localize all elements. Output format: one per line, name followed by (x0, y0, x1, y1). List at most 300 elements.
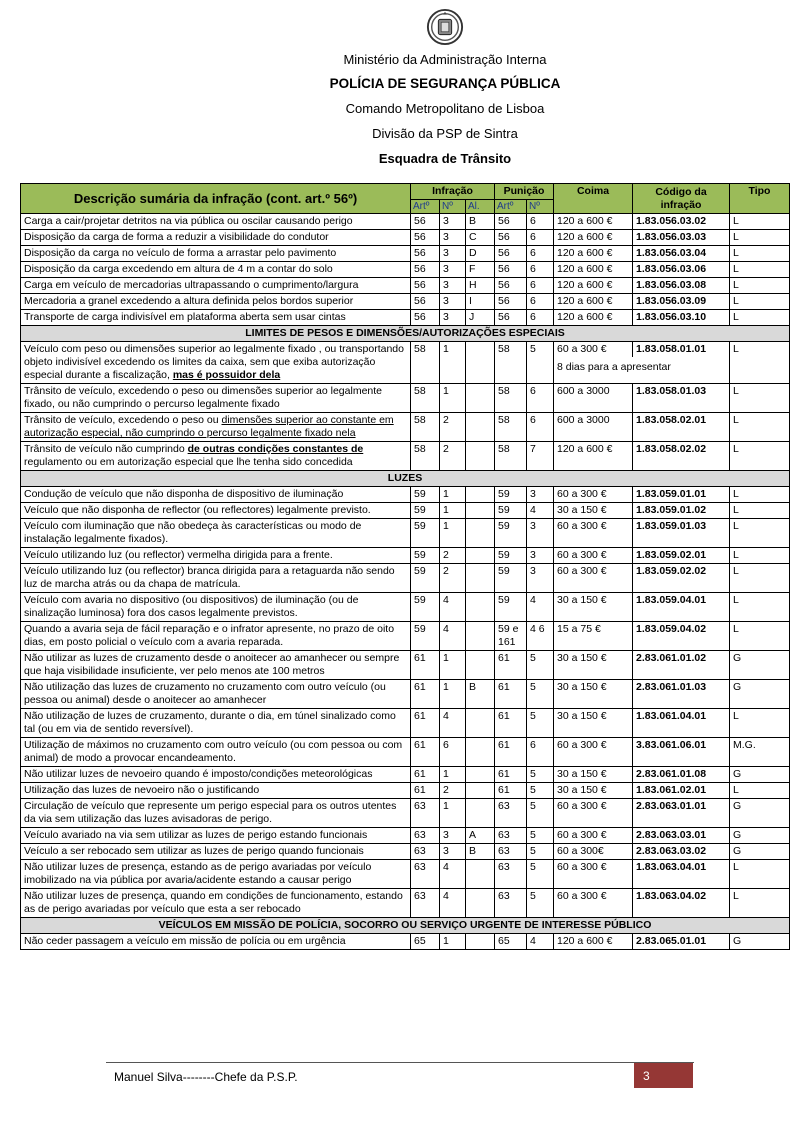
table-row (21, 413, 790, 442)
num-cell: 1 (440, 934, 466, 950)
tipo-cell: L (730, 548, 790, 564)
tipo-cell: L (730, 487, 790, 503)
command-name: Comando Metropolitano de Lisboa (345, 101, 545, 116)
desc-cell: Transporte de carga indivisível em plataforma aberta sem usar cintas (21, 310, 411, 326)
header-infracao: Infração (411, 184, 495, 200)
tipo-cell: G (730, 767, 790, 783)
table-row (21, 709, 790, 738)
art-cell: 56 (411, 278, 440, 294)
table-row (21, 844, 790, 860)
desc-cell: Carga em veículo de mercadorias ultrapassando o cumprimento/largura (21, 278, 411, 294)
code-cell: 1.83.059.02.01 (633, 548, 730, 564)
tipo-cell: L (730, 622, 790, 651)
art-cell: 58 (411, 413, 440, 442)
pun-art-cell: 58 (495, 384, 527, 413)
coat-of-arms-icon (426, 8, 464, 46)
pun-num-cell: 6 (527, 278, 554, 294)
desc-cell: Trânsito de veículo não cumprindo de outras condições constantes de regulamento ou em autorização especial que lhe tenha sido concedida (21, 442, 411, 471)
num-cell: 4 (440, 889, 466, 918)
art-cell: 56 (411, 214, 440, 230)
desc-cell: Trânsito de veículo, excedendo o peso ou dimensões superior ao legalmente fixado, ou não cumprindo o percurso legalmente fixado (21, 384, 411, 413)
code-cell: 1.83.059.04.02 (633, 622, 730, 651)
pun-num-cell: 5 (527, 651, 554, 680)
table-row (21, 738, 790, 767)
table-row (21, 651, 790, 680)
header-punicao: Punição (495, 184, 554, 200)
al-cell (466, 799, 495, 828)
table-row (21, 860, 790, 889)
pun-art-cell: 56 (495, 310, 527, 326)
table-row (21, 487, 790, 503)
section-title-policia: VEÍCULOS EM MISSÃO DE POLÍCIA, SOCORRO OU SERVIÇO URGENTE DE INTERESSE PÚBLICO (21, 918, 790, 934)
al-cell (466, 709, 495, 738)
tipo-cell: G (730, 680, 790, 709)
art-cell: 59 (411, 622, 440, 651)
al-cell (466, 342, 495, 384)
code-cell: 2.83.063.03.02 (633, 844, 730, 860)
coima-cell: 120 a 600 € (554, 262, 633, 278)
table-row (21, 310, 790, 326)
coima-cell: 30 a 150 € (554, 680, 633, 709)
num-cell: 3 (440, 262, 466, 278)
header-art: Artº (411, 200, 440, 214)
al-cell (466, 860, 495, 889)
pun-art-cell: 56 (495, 214, 527, 230)
tipo-cell: M.G. (730, 738, 790, 767)
num-cell: 3 (440, 214, 466, 230)
table-row (21, 783, 790, 799)
pun-num-cell: 5 (527, 844, 554, 860)
tipo-cell: L (730, 709, 790, 738)
al-cell: B (466, 680, 495, 709)
pun-art-cell: 61 (495, 783, 527, 799)
table-row (21, 294, 790, 310)
tipo-cell: L (730, 519, 790, 548)
desc-cell: Veículo com peso ou dimensões superior ao legalmente fixado , ou transportando objeto indivisível excedendo os limites da caixa, sem que exiba autorização especial durante a fiscalização, mas é possuidor dela (21, 342, 411, 384)
pun-art-cell: 58 (495, 413, 527, 442)
desc-cell: Não utilizar luzes de presença, estando as de perigo avariadas por veículo imobilizado na via pública por avaria/acidente estando a causar perigo (21, 860, 411, 889)
table-row (21, 214, 790, 230)
desc-cell: Não utilização das luzes de cruzamento no cruzamento com outro veículo (ou pessoa ou animal) desde o anoitecer ao amanhecer (21, 680, 411, 709)
pun-art-cell: 56 (495, 278, 527, 294)
ministry-name: Ministério da Administração Interna (343, 52, 547, 67)
al-cell (466, 503, 495, 519)
desc-cell: Não utilização de luzes de cruzamento, durante o dia, em túnel sinalizado como tal (ou em via de sentido reversível). (21, 709, 411, 738)
desc-cell: Condução de veículo que não disponha de dispositivo de iluminação (21, 487, 411, 503)
tipo-cell: G (730, 934, 790, 950)
division-name: Divisão da PSP de Sintra (372, 126, 518, 141)
num-cell: 1 (440, 503, 466, 519)
pun-num-cell: 5 (527, 680, 554, 709)
pun-num-cell: 4 (527, 934, 554, 950)
table-row (21, 564, 790, 593)
al-cell (466, 738, 495, 767)
coima-cell: 120 a 600 € (554, 230, 633, 246)
table-row (21, 519, 790, 548)
code-cell: 1.83.059.01.01 (633, 487, 730, 503)
art-cell: 59 (411, 519, 440, 548)
table-row (21, 384, 790, 413)
pun-num-cell: 3 (527, 564, 554, 593)
al-cell (466, 548, 495, 564)
pun-art-cell: 61 (495, 680, 527, 709)
desc-cell: Disposição da carga no veículo de forma a arrastar pelo pavimento (21, 246, 411, 262)
tipo-cell: L (730, 246, 790, 262)
code-cell: 2.83.061.01.03 (633, 680, 730, 709)
table-row (21, 799, 790, 828)
pun-num-cell: 6 (527, 413, 554, 442)
pun-art-cell: 58 (495, 342, 527, 384)
code-cell: 1.83.056.03.09 (633, 294, 730, 310)
pun-art-cell: 61 (495, 738, 527, 767)
pun-art-cell: 61 (495, 709, 527, 738)
num-cell: 3 (440, 844, 466, 860)
desc-cell: Veículo com iluminação que não obedeça às características ou modo de instalação legalmente fixados). (21, 519, 411, 548)
coima-cell: 600 a 3000 (554, 384, 633, 413)
code-cell: 2.83.063.03.01 (633, 828, 730, 844)
art-cell: 56 (411, 262, 440, 278)
num-cell: 3 (440, 294, 466, 310)
desc-cell: Não utilizar luzes de nevoeiro quando é imposto/condições meteorológicas (21, 767, 411, 783)
luzes-rows (21, 487, 790, 918)
code-cell: 1.83.058.02.02 (633, 442, 730, 471)
al-cell: B (466, 214, 495, 230)
pun-art-cell: 56 (495, 246, 527, 262)
code-cell: 1.83.059.04.01 (633, 593, 730, 622)
code-cell: 1.83.058.02.01 (633, 413, 730, 442)
num-cell: 4 (440, 622, 466, 651)
code-cell: 1.83.056.03.03 (633, 230, 730, 246)
code-cell: 1.83.063.04.01 (633, 860, 730, 889)
coima-cell: 60 a 300€ (554, 844, 633, 860)
num-cell: 2 (440, 413, 466, 442)
num-cell: 3 (440, 246, 466, 262)
tipo-cell: L (730, 230, 790, 246)
coima-cell: 30 a 150 € (554, 783, 633, 799)
table-row (21, 680, 790, 709)
pesos-section (21, 326, 790, 487)
squad-name: Esquadra de Trânsito (378, 151, 512, 166)
code-cell: 1.83.063.04.02 (633, 889, 730, 918)
tipo-cell: L (730, 889, 790, 918)
desc-cell: Disposição da carga de forma a reduzir a visibilidade do condutor (21, 230, 411, 246)
pun-art-cell: 59 (495, 564, 527, 593)
coima-cell: 60 a 300 € (554, 487, 633, 503)
coima-cell: 15 a 75 € (554, 622, 633, 651)
page-number-badge (634, 1063, 693, 1088)
al-cell (466, 934, 495, 950)
art-cell: 59 (411, 593, 440, 622)
num-cell: 2 (440, 564, 466, 593)
al-cell: J (466, 310, 495, 326)
num-cell: 4 (440, 593, 466, 622)
code-cell: 1.83.061.02.01 (633, 783, 730, 799)
pun-num-cell: 6 (527, 262, 554, 278)
al-cell (466, 519, 495, 548)
art-cell: 61 (411, 680, 440, 709)
pun-art-cell: 59 (495, 503, 527, 519)
pun-num-cell: 5 (527, 860, 554, 889)
num-cell: 1 (440, 680, 466, 709)
coima-cell: 60 a 300 € (554, 860, 633, 889)
al-cell (466, 413, 495, 442)
pun-num-cell: 5 (527, 767, 554, 783)
code-cell: 2.83.061.01.08 (633, 767, 730, 783)
pun-num-cell: 3 (527, 519, 554, 548)
art-cell: 56 (411, 246, 440, 262)
section-title-luzes: LUZES (21, 471, 790, 487)
tipo-cell: G (730, 828, 790, 844)
art-cell: 61 (411, 783, 440, 799)
table-row (21, 442, 790, 471)
tipo-cell: L (730, 214, 790, 230)
desc-cell: Não utilizar luzes de presença, quando em condições de funcionamento, estando as de perigo avariadas por veículo que esta a ser rebocado (21, 889, 411, 918)
desc-cell: Veículo a ser rebocado sem utilizar as luzes de perigo quando funcionais (21, 844, 411, 860)
art-cell: 61 (411, 651, 440, 680)
tipo-cell: L (730, 294, 790, 310)
policia-rows (21, 934, 790, 950)
al-cell: A (466, 828, 495, 844)
art-cell: 56 (411, 230, 440, 246)
pun-num-cell: 3 (527, 487, 554, 503)
pun-art-cell: 63 (495, 889, 527, 918)
code-cell: 2.83.065.01.01 (633, 934, 730, 950)
code-cell: 1.83.059.01.02 (633, 503, 730, 519)
pun-art-cell: 56 (495, 294, 527, 310)
al-cell (466, 767, 495, 783)
art-cell: 59 (411, 564, 440, 593)
presentation-note: 8 dias para a apresentar (557, 361, 671, 373)
al-cell (466, 384, 495, 413)
header-coima: Coima (554, 184, 633, 214)
tipo-cell: G (730, 844, 790, 860)
pun-num-cell: 6 (527, 310, 554, 326)
coima-cell: 120 a 600 € (554, 246, 633, 262)
art-cell: 58 (411, 442, 440, 471)
desc-cell: Veículo avariado na via sem utilizar as luzes de perigo estando funcionais (21, 828, 411, 844)
header-pun-num: Nº (527, 200, 554, 214)
pun-art-cell: 58 (495, 442, 527, 471)
coima-cell: 120 a 600 € (554, 442, 633, 471)
code-cell: 1.83.059.02.02 (633, 564, 730, 593)
infractions-table (20, 183, 790, 950)
pun-num-cell: 4 6 (527, 622, 554, 651)
al-cell (466, 593, 495, 622)
header-al: Al. (466, 200, 495, 214)
section-title-pesos: LIMITES DE PESOS E DIMENSÕES/AUTORIZAÇÕES ESPECIAIS (21, 326, 790, 342)
num-cell: 1 (440, 519, 466, 548)
num-cell: 4 (440, 709, 466, 738)
art-cell: 61 (411, 738, 440, 767)
coima-cell: 120 a 600 € (554, 934, 633, 950)
desc-cell: Veículo utilizando luz (ou reflector) vermelha dirigida para a frente. (21, 548, 411, 564)
policia-section (21, 918, 790, 934)
table-row (21, 230, 790, 246)
al-cell: C (466, 230, 495, 246)
tipo-cell: L (730, 860, 790, 889)
al-cell: H (466, 278, 495, 294)
pun-num-cell: 4 (527, 503, 554, 519)
al-cell (466, 442, 495, 471)
pun-art-cell: 56 (495, 262, 527, 278)
table-row (21, 503, 790, 519)
num-cell: 3 (440, 310, 466, 326)
art-cell: 61 (411, 767, 440, 783)
pun-num-cell: 5 (527, 783, 554, 799)
art-cell: 58 (411, 384, 440, 413)
num-cell: 2 (440, 783, 466, 799)
desc-cell: Veículo que não disponha de reflector (ou reflectores) legalmente previsto. (21, 503, 411, 519)
pun-num-cell: 5 (527, 342, 554, 384)
num-cell: 1 (440, 342, 466, 384)
table-row (21, 767, 790, 783)
coima-cell: 30 a 150 € (554, 767, 633, 783)
desc-cell: Veículo com avaria no dispositivo (ou dispositivos) de iluminação (ou de sinalização luminosa) fora dos casos legalmente previstos. (21, 593, 411, 622)
art-cell: 61 (411, 709, 440, 738)
coima-cell: 60 a 300 € (554, 519, 633, 548)
tipo-cell: L (730, 564, 790, 593)
coima-cell: 60 a 300 € (554, 828, 633, 844)
code-cell: 3.83.061.06.01 (633, 738, 730, 767)
header-codigo: Código da infração (633, 184, 730, 214)
pun-num-cell: 6 (527, 384, 554, 413)
pun-num-cell: 6 (527, 230, 554, 246)
tipo-cell: L (730, 783, 790, 799)
pun-art-cell: 56 (495, 230, 527, 246)
table-row (21, 548, 790, 564)
coima-code-cell: 60 a 300 € 1.83.058.01.01 8 dias para a apresentar (554, 342, 730, 384)
al-cell: D (466, 246, 495, 262)
header-pun-art: Artº (495, 200, 527, 214)
code-cell: 1.83.056.03.08 (633, 278, 730, 294)
coima-cell: 60 a 300 € (554, 799, 633, 828)
al-cell (466, 651, 495, 680)
num-cell: 1 (440, 651, 466, 680)
tipo-cell: L (730, 262, 790, 278)
pun-art-cell: 61 (495, 651, 527, 680)
art-cell: 63 (411, 799, 440, 828)
art-cell: 63 (411, 860, 440, 889)
coima-cell: 120 a 600 € (554, 278, 633, 294)
pun-art-cell: 65 (495, 934, 527, 950)
tipo-cell: L (730, 442, 790, 471)
pun-art-cell: 63 (495, 844, 527, 860)
tipo-cell: G (730, 799, 790, 828)
al-cell (466, 622, 495, 651)
desc-cell: Circulação de veículo que represente um perigo especial para os outros utentes da via sem utilização das luzes avisadoras de perigo. (21, 799, 411, 828)
table-row (21, 622, 790, 651)
tipo-cell: L (730, 413, 790, 442)
art-cell: 59 (411, 487, 440, 503)
code-cell: 1.83.056.03.04 (633, 246, 730, 262)
al-cell (466, 487, 495, 503)
art-cell: 63 (411, 889, 440, 918)
coima-cell: 60 a 300 € (554, 548, 633, 564)
coima-cell: 120 a 600 € (554, 310, 633, 326)
pun-art-cell: 63 (495, 828, 527, 844)
al-cell (466, 889, 495, 918)
code-cell: 2.83.061.01.02 (633, 651, 730, 680)
num-cell: 3 (440, 230, 466, 246)
tipo-cell: G (730, 651, 790, 680)
art-cell: 59 (411, 503, 440, 519)
coima-cell: 60 a 300 € (554, 738, 633, 767)
al-cell (466, 564, 495, 593)
al-cell: I (466, 294, 495, 310)
pun-num-cell: 6 (527, 246, 554, 262)
pun-num-cell: 5 (527, 889, 554, 918)
pun-num-cell: 5 (527, 709, 554, 738)
pun-num-cell: 3 (527, 548, 554, 564)
art-cell: 59 (411, 548, 440, 564)
page-number: 3 (643, 1069, 650, 1083)
coima-cell: 30 a 150 € (554, 709, 633, 738)
desc-cell: Trânsito de veículo, excedendo o peso ou dimensões superior ao constante em autorização especial, não cumprindo o percurso legalmente fixado nela (21, 413, 411, 442)
tipo-cell: L (730, 593, 790, 622)
pun-num-cell: 5 (527, 799, 554, 828)
pun-num-cell: 6 (527, 214, 554, 230)
table-row (21, 889, 790, 918)
art-cell: 56 (411, 294, 440, 310)
num-cell: 1 (440, 384, 466, 413)
desc-cell: Utilização de máximos no cruzamento com outro veículo (ou com pessoa ou com animal) de modo a provocar encandeamento. (21, 738, 411, 767)
table-row (21, 828, 790, 844)
tipo-cell: L (730, 278, 790, 294)
desc-cell: Disposição da carga excedendo em altura de 4 m a contar do solo (21, 262, 411, 278)
desc-cell: Quando a avaria seja de fácil reparação e o infrator apresente, no prazo de oito dias, em posto policial o veículo com a avaria reparada. (21, 622, 411, 651)
desc-cell: Não ceder passagem a veículo em missão de polícia ou em urgência (21, 934, 411, 950)
num-cell: 3 (440, 828, 466, 844)
header-tipo: Tipo (730, 184, 790, 214)
coima-cell: 60 a 300 € (554, 564, 633, 593)
pun-art-cell: 63 (495, 799, 527, 828)
art-cell: 58 (411, 342, 440, 384)
table-row (21, 342, 790, 384)
al-cell (466, 783, 495, 799)
pun-num-cell: 7 (527, 442, 554, 471)
num-cell: 6 (440, 738, 466, 767)
police-name: POLÍCIA DE SEGURANÇA PÚBLICA (329, 76, 561, 91)
table-row (21, 278, 790, 294)
desc-cell: Veículo utilizando luz (ou reflector) branca dirigida para a retaguarda não sendo luz de marcha atrás ou da chapa de matrícula. (21, 564, 411, 593)
tipo-cell: L (730, 310, 790, 326)
desc-cell: Utilização das luzes de nevoeiro não o justificando (21, 783, 411, 799)
pun-art-cell: 59 (495, 593, 527, 622)
desc-cell: Carga a cair/projetar detritos na via pública ou oscilar causando perigo (21, 214, 411, 230)
pun-art-cell: 61 (495, 767, 527, 783)
num-cell: 2 (440, 548, 466, 564)
footer-signature: Manuel Silva--------Chefe da P.S.P. (114, 1070, 298, 1084)
al-cell: B (466, 844, 495, 860)
art-cell: 63 (411, 828, 440, 844)
table-row (21, 934, 790, 950)
tipo-cell: L (730, 384, 790, 413)
table-row (21, 246, 790, 262)
num-cell: 1 (440, 799, 466, 828)
art-cell: 65 (411, 934, 440, 950)
coima-cell: 120 a 600 € (554, 294, 633, 310)
desc-cell: Mercadoria a granel excedendo a altura definida pelos bordos superior (21, 294, 411, 310)
pun-art-cell: 59 (495, 519, 527, 548)
num-cell: 3 (440, 278, 466, 294)
pun-art-cell: 59 (495, 548, 527, 564)
num-cell: 2 (440, 442, 466, 471)
desc-cell: Não utilizar as luzes de cruzamento desde o anoitecer ao amanhecer ou sempre que haja visibilidade insuficiente, ver pelo menos ate 100 metros (21, 651, 411, 680)
code-cell: 1.83.056.03.10 (633, 310, 730, 326)
num-cell: 4 (440, 860, 466, 889)
header-description: Descrição sumária da infração (cont. art.º 56º) (21, 184, 411, 214)
pun-art-cell: 63 (495, 860, 527, 889)
